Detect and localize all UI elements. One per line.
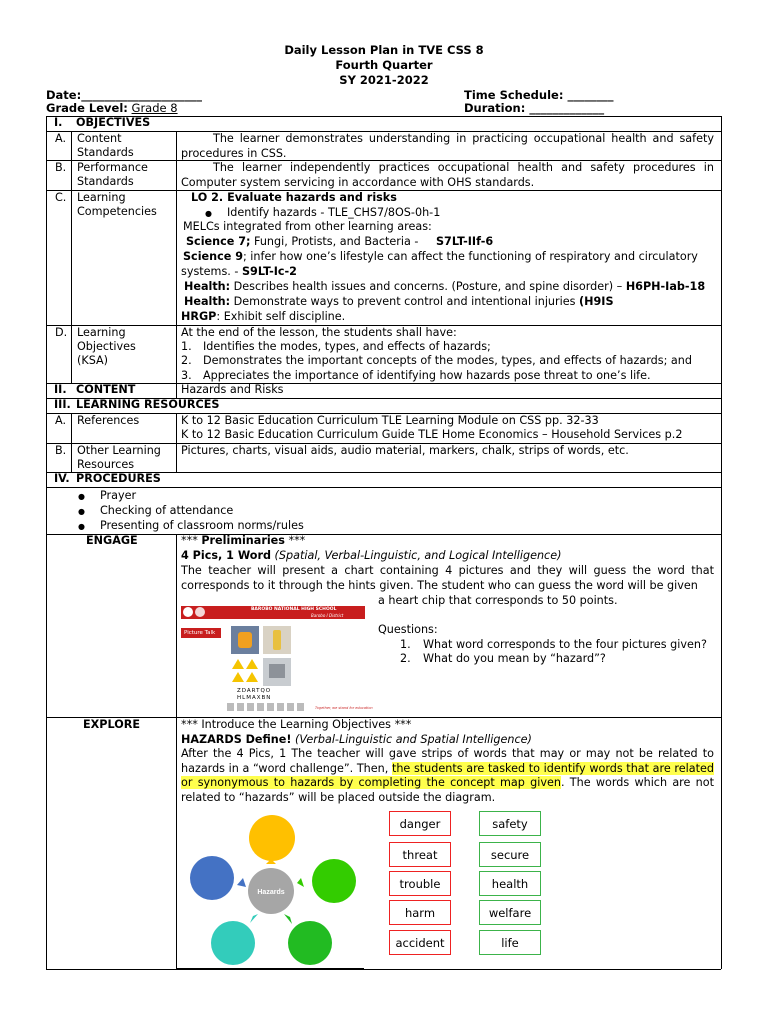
- other-resources-text: Pictures, charts, visual aids, audio material, markers, chalk, strips of words, etc.: [181, 444, 629, 457]
- word-threat: threat: [389, 842, 451, 867]
- concept-circle-top: [249, 815, 295, 861]
- performance-standards-label1: Performance: [77, 161, 148, 174]
- learning-objectives-label1: Learning: [77, 326, 126, 339]
- letter-clues-1: ZDARTQO: [237, 688, 272, 694]
- engage-text: The teacher will present a chart containing 4 pictures and they will guess the word that corresponds to it through the hints given. The student who can guess the word will be given: [181, 564, 714, 592]
- question-1-text: What word corresponds to the four pictures given?: [423, 638, 707, 651]
- competencies-letter: C.: [55, 191, 67, 204]
- hazard-signs-photo: [231, 658, 259, 686]
- word-harm: harm: [389, 900, 451, 925]
- competency-bullet: ● Identify hazards - TLE_CHS7/8OS-0h-1: [227, 206, 440, 221]
- health1-text: Describes health issues and concerns. (Posture, and spine disorder) –: [230, 280, 626, 293]
- seal-icon: [195, 607, 205, 617]
- prelim-pre: ***: [181, 534, 202, 547]
- objectives-intro: At the end of the lesson, the students shall have:: [181, 326, 457, 339]
- health2-text: Demonstrate ways to prevent control and intentional injuries: [230, 295, 580, 308]
- references-letter: A.: [55, 414, 67, 427]
- picture-talk-tab: Picture Talk: [181, 628, 221, 638]
- duration-field: [464, 101, 604, 115]
- objective-2-text: Demonstrates the important concepts of the modes, types, and effects of hazards; and: [203, 354, 692, 367]
- objective-3-text: Appreciates the importance of identifying how hazards pose threat to one’s life.: [203, 369, 651, 382]
- hazard-photo: [263, 658, 291, 686]
- duration-line: _____________: [529, 101, 605, 115]
- learning-objectives-label2: Objectives: [77, 340, 136, 353]
- school-year: SY 2021-2022: [339, 73, 429, 87]
- explore-text-highlight: the students are tasked to identify words that are related or synonymous to hazards by completing the concept map given: [181, 761, 714, 790]
- quarter: Fourth Quarter: [335, 58, 433, 72]
- reference-line-1: K to 12 Basic Education Curriculum TLE Learning Module on CSS pp. 32-33: [181, 414, 599, 427]
- word-welfare: welfare: [479, 900, 541, 925]
- word-life: life: [479, 930, 541, 955]
- performance-standards-text: The learner independently practices occupational health and safety procedures in Computer system servicing in accordance with OHS standards.: [181, 161, 714, 189]
- objective-2-num: 2.: [181, 354, 192, 367]
- letter-clues-2: HLMAXBN: [237, 695, 272, 701]
- competencies-label1: Learning: [77, 191, 126, 204]
- concept-center-label: Hazards: [257, 889, 285, 896]
- preliminaries: Preliminaries: [201, 534, 285, 547]
- resources-num: III.: [54, 398, 71, 411]
- word-secure: secure: [479, 842, 541, 867]
- explore-activity-line: [181, 733, 532, 748]
- other-resources-letter: B.: [55, 444, 67, 457]
- date-label: Date:: [46, 88, 82, 102]
- engage-text-2: a heart chip that corresponds to 50 points.: [378, 594, 618, 607]
- health1-label: Health:: [184, 280, 231, 293]
- question-2-num: 2.: [400, 652, 411, 665]
- date-field: [46, 88, 202, 102]
- page-title: Daily Lesson Plan in TVE CSS 8: [284, 43, 484, 57]
- prelim-post: ***: [284, 534, 306, 547]
- hazard-photo: [231, 626, 259, 654]
- procedure-bullet-3: ● Presenting of classroom norms/rules: [100, 519, 304, 534]
- performance-standards-label2: Standards: [77, 175, 134, 188]
- word-trouble: trouble: [389, 871, 451, 896]
- science9-line: [183, 250, 698, 265]
- district-name: Barobo I District: [311, 613, 344, 618]
- arrow-left: [237, 878, 246, 887]
- explore-intro: *** Introduce the Learning Objectives ***: [181, 718, 412, 731]
- health2-label: Health:: [184, 295, 231, 308]
- objective-3-num: 3.: [181, 369, 192, 382]
- arrow-bottom-left: [250, 914, 258, 923]
- engage-activity-line: [181, 549, 561, 564]
- question-1-num: 1.: [400, 638, 411, 651]
- science9-text2: systems. -: [181, 265, 242, 278]
- science7-text: Fungi, Protists, and Bacteria -: [250, 235, 419, 248]
- concept-circle-left: [190, 856, 234, 900]
- science9-line2: [181, 265, 297, 280]
- explore-text: [181, 747, 714, 805]
- concept-map: [180, 808, 370, 970]
- grade-field: [46, 101, 178, 115]
- health2-code: (H9IS: [579, 295, 614, 308]
- science9-label: Science 9: [183, 250, 243, 263]
- learning-objectives-letter: D.: [55, 326, 68, 339]
- other-resources-label2: Resources: [77, 458, 135, 471]
- objective-1-text: Identifies the modes, types, and effects of hazards;: [203, 340, 491, 353]
- time-field: [464, 88, 613, 102]
- objective-1-num: 1.: [181, 340, 192, 353]
- content-standards-label1: Content: [77, 132, 122, 145]
- time-label: Time Schedule:: [464, 88, 564, 102]
- hrgp-line: [181, 310, 345, 325]
- science7-line: [186, 235, 418, 250]
- content-label: CONTENT: [76, 383, 136, 396]
- picture-talk-image: [181, 606, 373, 714]
- engage-activity-note: (Spatial, Verbal-Linguistic, and Logical Intelligence): [270, 549, 562, 562]
- content-standards-letter: A.: [55, 132, 67, 145]
- footer-tagline: Together, we stand for education: [315, 706, 373, 710]
- references-label: References: [77, 414, 140, 427]
- hrgp-label: HRGP: [181, 310, 217, 323]
- word-safety: safety: [479, 811, 541, 836]
- word-accident: accident: [389, 930, 451, 955]
- question-2-text: What do you mean by “hazard”?: [423, 652, 606, 665]
- objectives-heading: OBJECTIVES: [76, 116, 151, 129]
- science9-text: ; infer how one’s lifestyle can affect the functioning of respiratory and circulatory: [242, 250, 698, 263]
- resources-label: LEARNING RESOURCES: [76, 398, 220, 411]
- procedure-bullet-1: ● Prayer: [100, 489, 136, 504]
- seal-icon: [183, 607, 193, 617]
- hazard-photo: [263, 626, 291, 654]
- science9-code: S9LT-Ic-2: [241, 265, 297, 278]
- health2-line: [184, 295, 614, 310]
- content-standards-text: The learner demonstrates understanding in practicing occupational health and safety procedures in CSS.: [181, 132, 714, 160]
- arrow-bottom-right: [284, 914, 292, 924]
- word-health: health: [479, 871, 541, 896]
- performance-standards-letter: B.: [55, 161, 67, 174]
- health1-code: H6PH-Iab-18: [625, 280, 706, 293]
- science7-code: S7LT-IIf-6: [436, 235, 494, 248]
- procedures-num: IV.: [54, 472, 70, 485]
- lo-heading: LO 2. Evaluate hazards and risks: [191, 191, 397, 204]
- grade-value: Grade 8: [131, 101, 178, 115]
- objectives-num: I.: [54, 116, 63, 129]
- grade-label: Grade Level:: [46, 101, 128, 115]
- content-standards-label2: Standards: [77, 146, 134, 159]
- concept-circle-bottom-right: [288, 921, 332, 965]
- hrgp-text: : Exhibit self discipline.: [216, 310, 346, 323]
- explore-activity-note: (Verbal-Linguistic and Spatial Intelligence): [291, 733, 532, 746]
- concept-circle-right: [312, 859, 356, 903]
- explore-text-b: . The words which are not related to “hazards” will be placed outside the diagram.: [181, 776, 715, 804]
- date-line: _____________________: [81, 88, 202, 102]
- explore-activity: HAZARDS Define!: [181, 733, 292, 746]
- concept-circle-bottom-left: [211, 921, 255, 965]
- other-resources-label1: Other Learning: [77, 444, 161, 457]
- learning-objectives-label3: (KSA): [77, 354, 109, 367]
- procedures-label: PROCEDURES: [76, 472, 161, 485]
- explore-text-a: After the 4 Pics, 1 The teacher will gave strips of words that may or may not be related to hazards in a “word challenge”. Then,: [181, 747, 714, 775]
- procedure-bullet-2: ● Checking of attendance: [100, 504, 233, 519]
- health1-line: [184, 280, 705, 295]
- engage-activity: 4 Pics, 1 Word: [181, 549, 271, 562]
- questions-label: Questions:: [378, 623, 438, 636]
- science7-label: Science 7;: [186, 235, 251, 248]
- preliminaries-line: [181, 534, 305, 549]
- school-name: BAROBO NATIONAL HIGH SCHOOL: [251, 607, 337, 612]
- explore-label: EXPLORE: [83, 718, 140, 731]
- answer-boxes: [227, 703, 307, 711]
- content-num: II.: [54, 383, 67, 396]
- melcs-line: MELCs integrated from other learning areas:: [183, 220, 432, 233]
- reference-line-2: K to 12 Basic Education Curriculum Guide TLE Home Economics – Household Services p.2: [181, 428, 683, 441]
- duration-label: Duration:: [464, 101, 526, 115]
- content-value: Hazards and Risks: [181, 383, 284, 396]
- time-line: ________: [567, 88, 614, 102]
- engage-label: ENGAGE: [86, 534, 138, 547]
- arrow-right: [297, 878, 304, 887]
- competencies-label2: Competencies: [77, 205, 157, 218]
- word-danger: danger: [389, 811, 451, 836]
